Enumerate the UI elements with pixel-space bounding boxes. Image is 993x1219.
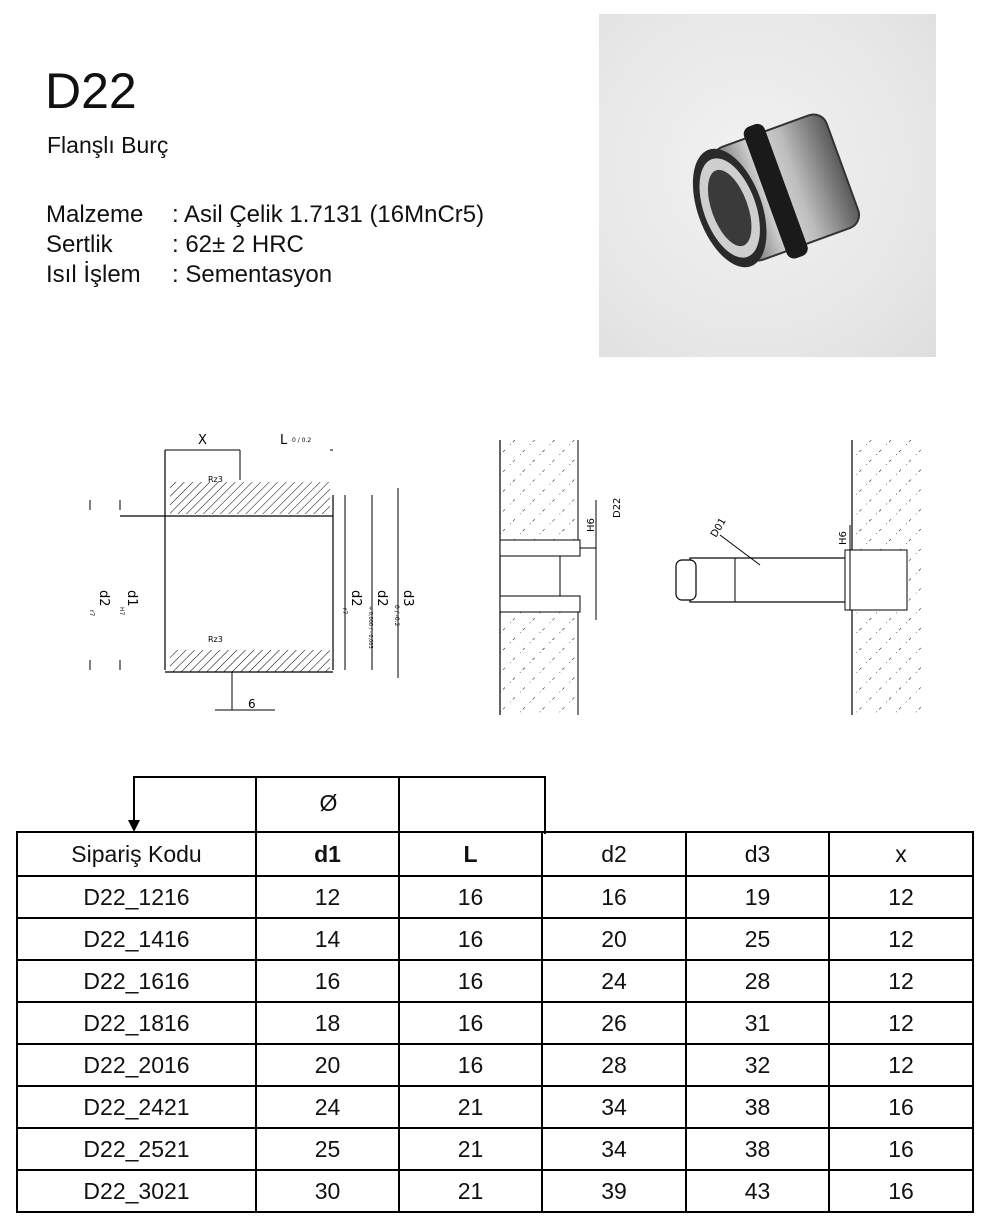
cell-d1: 12 (256, 876, 399, 918)
d2-right-label: d2 (374, 590, 389, 607)
product-code-title: D22 (45, 63, 137, 119)
spec-label: Malzeme (46, 201, 144, 228)
d2-mid-tolerance: r7 (341, 608, 348, 615)
cell-d3: 28 (686, 960, 829, 1002)
cell-d3: 25 (686, 918, 829, 960)
cell-order-code: D22_2521 (17, 1128, 256, 1170)
dimension-table (16, 831, 974, 1213)
spec-row-material (46, 200, 484, 230)
bushing-image (599, 14, 936, 357)
d2-mid-label: d2 (348, 590, 363, 607)
cell-order-code: D22_2016 (17, 1044, 256, 1086)
x-dim-label: X (198, 433, 207, 448)
h6-label-b: H6 (838, 531, 849, 545)
cell-L: 16 (399, 918, 542, 960)
cell-x: 12 (829, 1044, 973, 1086)
cell-x: 16 (829, 1170, 973, 1212)
d3-label: d3 (400, 590, 415, 607)
cell-d1: 20 (256, 1044, 399, 1086)
cell-x: 16 (829, 1086, 973, 1128)
order-code-arrow-icon (126, 776, 257, 836)
cell-d2: 24 (542, 960, 686, 1002)
cell-L: 16 (399, 876, 542, 918)
cell-d3: 43 (686, 1170, 829, 1212)
cell-order-code: D22_1216 (17, 876, 256, 918)
spec-value: : Sementasyon (172, 261, 333, 288)
product-subtitle: Flanşlı Burç (47, 132, 169, 158)
cell-order-code: D22_1416 (17, 918, 256, 960)
cell-x: 12 (829, 1002, 973, 1044)
d2-right-tolerance: + 0,000 / - 0,003 (367, 606, 373, 649)
spec-value: : Asil Çelik 1.7131 (16MnCr5) (172, 201, 485, 228)
column-header-d3: d3 (686, 832, 829, 876)
cell-x: 12 (829, 960, 973, 1002)
cell-x: 16 (829, 1128, 973, 1170)
L-dim-label: L (280, 433, 288, 448)
spec-row-heat-treatment (46, 260, 484, 290)
drawing-canvas (0, 420, 993, 730)
cell-d1: 30 (256, 1170, 399, 1212)
cell-d3: 32 (686, 1044, 829, 1086)
column-header-order-code: Sipariş Kodu (17, 832, 256, 876)
cell-d2: 20 (542, 918, 686, 960)
column-header-x: x (829, 832, 973, 876)
cell-d1: 18 (256, 1002, 399, 1044)
table-header-row (17, 832, 973, 876)
L-tolerance: 0 / 0.2 (292, 437, 312, 444)
cell-d3: 38 (686, 1086, 829, 1128)
technical-drawings (0, 420, 993, 730)
table-row (17, 1170, 973, 1212)
cell-L: 16 (399, 1002, 542, 1044)
cell-x: 12 (829, 876, 973, 918)
cell-d2: 34 (542, 1086, 686, 1128)
rz-top-label: Rz3 (208, 475, 223, 484)
d1-label: d1 (124, 590, 139, 607)
cell-d2: 39 (542, 1170, 686, 1212)
d2-left-tolerance: r7 (88, 610, 95, 617)
spec-label: Isıl İşlem (46, 261, 141, 288)
header-divider (398, 778, 400, 834)
cell-d1: 24 (256, 1086, 399, 1128)
table-row (17, 1128, 973, 1170)
cell-d3: 19 (686, 876, 829, 918)
cell-order-code: D22_1616 (17, 960, 256, 1002)
d1-tolerance: H7 (118, 607, 125, 616)
product-photo (599, 14, 936, 357)
six-dim-label: 6 (248, 697, 256, 711)
installation-drawing (500, 440, 623, 715)
spec-label: Sertlik (46, 231, 113, 258)
cell-x: 12 (829, 918, 973, 960)
cell-L: 21 (399, 1086, 542, 1128)
h6-label-a: H6 (586, 518, 597, 532)
cell-d1: 14 (256, 918, 399, 960)
diameter-header-block (255, 776, 546, 834)
cell-d1: 25 (256, 1128, 399, 1170)
d2-left-label: d2 (96, 590, 111, 607)
cell-order-code: D22_1816 (17, 1002, 256, 1044)
column-header-d1: d1 (256, 832, 399, 876)
spec-list (46, 200, 484, 290)
table-row (17, 1086, 973, 1128)
d3-tolerance: 0 / -0.2 (393, 605, 400, 627)
cell-d3: 31 (686, 1002, 829, 1044)
table-row (17, 1002, 973, 1044)
cell-d2: 28 (542, 1044, 686, 1086)
cell-L: 21 (399, 1170, 542, 1212)
cell-L: 16 (399, 960, 542, 1002)
cell-d2: 26 (542, 1002, 686, 1044)
cell-L: 21 (399, 1128, 542, 1170)
spec-value: : 62± 2 HRC (172, 231, 304, 258)
cell-d1: 16 (256, 960, 399, 1002)
d22-label: D22 (612, 497, 623, 518)
table-row (17, 876, 973, 918)
cell-d2: 16 (542, 876, 686, 918)
rz-bottom-label: Rz3 (208, 635, 223, 644)
table-row (17, 918, 973, 960)
table-row (17, 1044, 973, 1086)
column-header-L: L (399, 832, 542, 876)
pin-drawing (676, 440, 922, 715)
cell-d3: 38 (686, 1128, 829, 1170)
cell-order-code: D22_3021 (17, 1170, 256, 1212)
d01-label: D01 (709, 516, 729, 540)
cell-d2: 34 (542, 1128, 686, 1170)
cell-L: 16 (399, 1044, 542, 1086)
table-row (17, 960, 973, 1002)
spec-row-hardness (46, 230, 484, 260)
bushing-section-drawing (88, 433, 415, 711)
diameter-symbol: Ø (319, 790, 338, 816)
column-header-d2: d2 (542, 832, 686, 876)
cell-order-code: D22_2421 (17, 1086, 256, 1128)
